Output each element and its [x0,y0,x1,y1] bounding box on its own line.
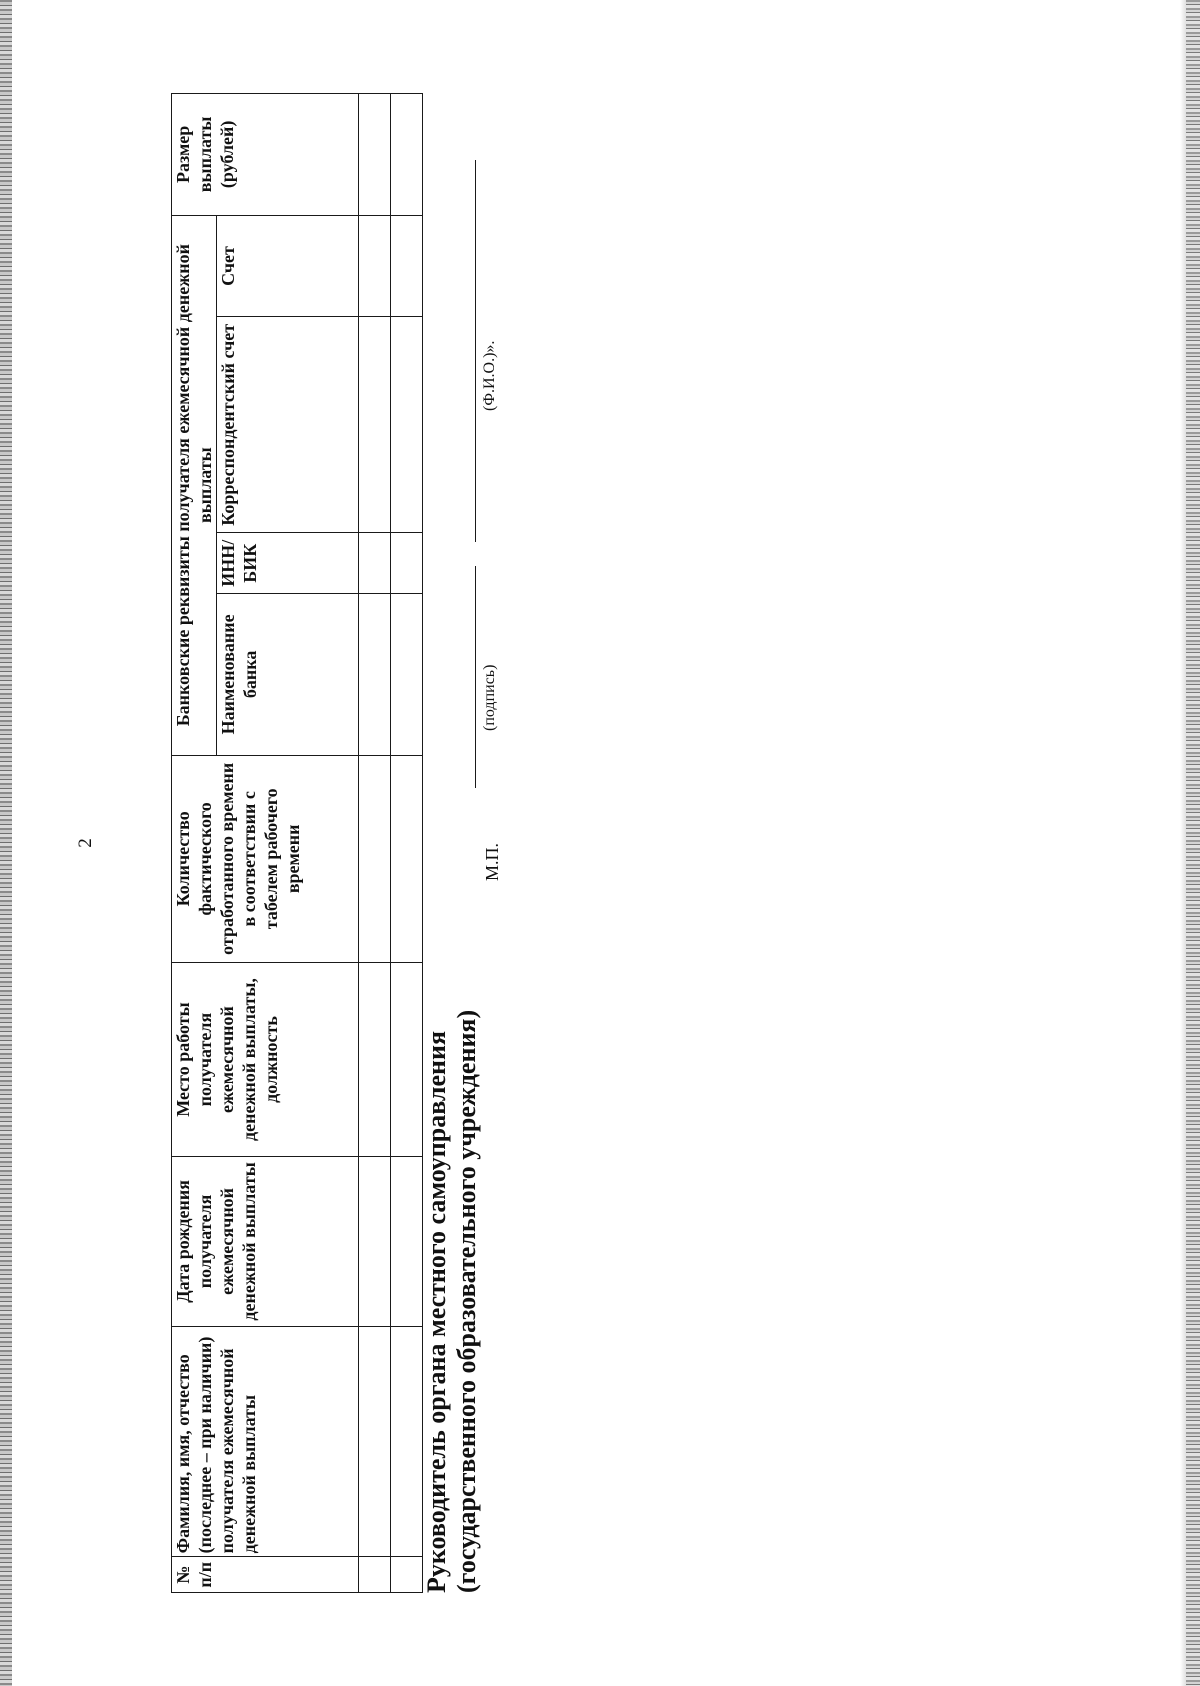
full-name-caption: (Ф.И.О.)». [481,340,498,411]
header-inn-bik: ИНН/ БИК [217,533,359,594]
table-cell [391,963,423,1157]
table-cell [359,1156,391,1326]
payment-recipients-table [171,93,423,1593]
scan-edge-right [1186,0,1200,1686]
table-cell [359,533,391,594]
table-cell [391,1326,423,1557]
page-number: 2 [75,838,96,848]
table-cell [359,1557,391,1593]
table-cell [391,215,423,317]
table-cell [359,755,391,963]
table-cell [359,594,391,755]
header-hours-worked: Количество фактического отработанного времени в соответствии с табелем рабочего времени [172,755,359,963]
table-cell [359,94,391,216]
scan-edge-left [0,0,12,1686]
header-bank-details-group: Банковские реквизиты получателя ежемесячной денежной выплаты [172,215,217,755]
header-full-name: Фамилия, имя, отчество (последнее – при наличии) получателя ежемесячной денежной выплаты [172,1326,359,1557]
table-cell [359,215,391,317]
signatory-title-line-1: Руководитель органа местного самоуправления [422,1030,451,1593]
table-cell [391,533,423,594]
rotated-page-content [75,93,1075,1593]
signature-line [475,566,476,788]
header-num: № п/п [172,1557,359,1593]
table-cell [391,1557,423,1593]
signatory-title-line-2: (государственного образовательного учреждения) [452,1009,481,1593]
header-corr-account: Корреспондентский счет [217,317,359,533]
table-cell [359,317,391,533]
signatory-title [422,1010,482,1593]
signature-caption: (подпись) [481,664,498,731]
table-cell [391,755,423,963]
table-row [359,94,391,1593]
header-workplace: Место работы получателя ежемесячной денежной выплаты, должность [172,963,359,1157]
header-birth-date: Дата рождения получателя ежемесячной денежной выплаты [172,1156,359,1326]
table-cell [391,594,423,755]
header-bank-name: Наименование банка [217,594,359,755]
table-cell [359,963,391,1157]
table-cell [391,94,423,216]
stamp-place-label: М.П. [482,842,502,881]
full-name-line [475,160,476,542]
table-cell [391,1156,423,1326]
table-cell [359,1326,391,1557]
table-cell [391,317,423,533]
header-amount: Размер выплаты (рублей) [172,94,359,216]
header-account: Счет [217,215,359,317]
table-row [391,94,423,1593]
